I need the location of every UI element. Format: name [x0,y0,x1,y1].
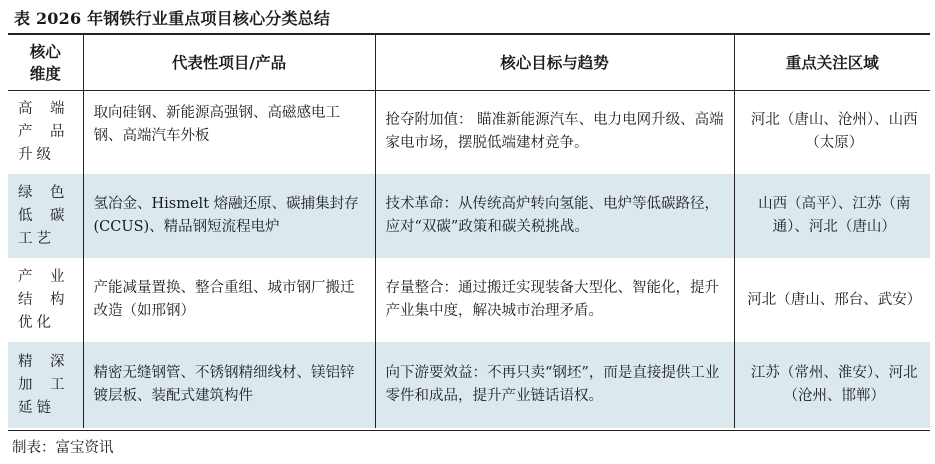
bottom-rule [8,430,930,431]
table-row [8,342,930,428]
goals-cell: 技术革命：从传统高炉转向氢能、电炉等低碳路径，应对“双碳”政策和碳关税挑战。 [375,174,734,258]
header-goals: 核心目标与趋势 [375,34,734,90]
header-projects: 代表性项目/产品 [83,34,375,90]
header-regions: 重点关注区域 [734,34,930,90]
header-row [8,34,930,90]
header-category: 核心 维度 [29,43,61,83]
goals-cell: 抢夺附加值： 瞄准新能源汽车、电力电网升级、高端家电市场，摆脱低端建材竞争。 [375,90,734,174]
summary-table [8,34,930,428]
projects-cell: 取向硅钢、新能源高强钢、高磁感电工钢、高端汽车外板 [83,90,375,174]
regions-cell: 江苏（常州、淮安）、河北（沧州、邯郸） [734,342,930,428]
goals-cell: 存量整合：通过搬迁实现装备大型化、智能化，提升产业集中度，解决城市治理矛盾。 [375,258,734,342]
source-note: 制表：富宝资讯 [12,440,114,456]
goals-cell: 向下游要效益：不再只卖“钢坯”，而是直接提供工业零件和成品，提升产业链话语权。 [375,342,734,428]
regions-cell: 河北（唐山、邢台、武安） [734,258,930,342]
projects-cell: 精密无缝钢管、不锈钢精细线材、镁铝锌镀层板、装配式建筑构件 [83,342,375,428]
regions-cell: 河北（唐山、沧州）、山西（太原） [734,90,930,174]
category-cell: 绿 色 低 碳 工艺 [8,174,83,258]
projects-cell: 产能减量置换、整合重组、城市钢厂搬迁改造（如邢钢） [83,258,375,342]
category-cell: 精 深 加 工 延链 [8,342,83,428]
table-row [8,258,930,342]
projects-cell: 氢冶金、Hismelt 熔融还原、碳捕集封存(CCUS)、精品钢短流程电炉 [83,174,375,258]
table-row [8,90,930,174]
category-cell: 高 端 产 品 升级 [18,100,69,163]
category-cell: 产 业 结 构 优化 [18,268,69,331]
regions-cell: 山西（高平）、江苏（南通）、河北（唐山） [734,174,930,258]
table-title: 表 2026 年钢铁行业重点项目核心分类总结 [14,9,331,28]
table-row [8,174,930,258]
